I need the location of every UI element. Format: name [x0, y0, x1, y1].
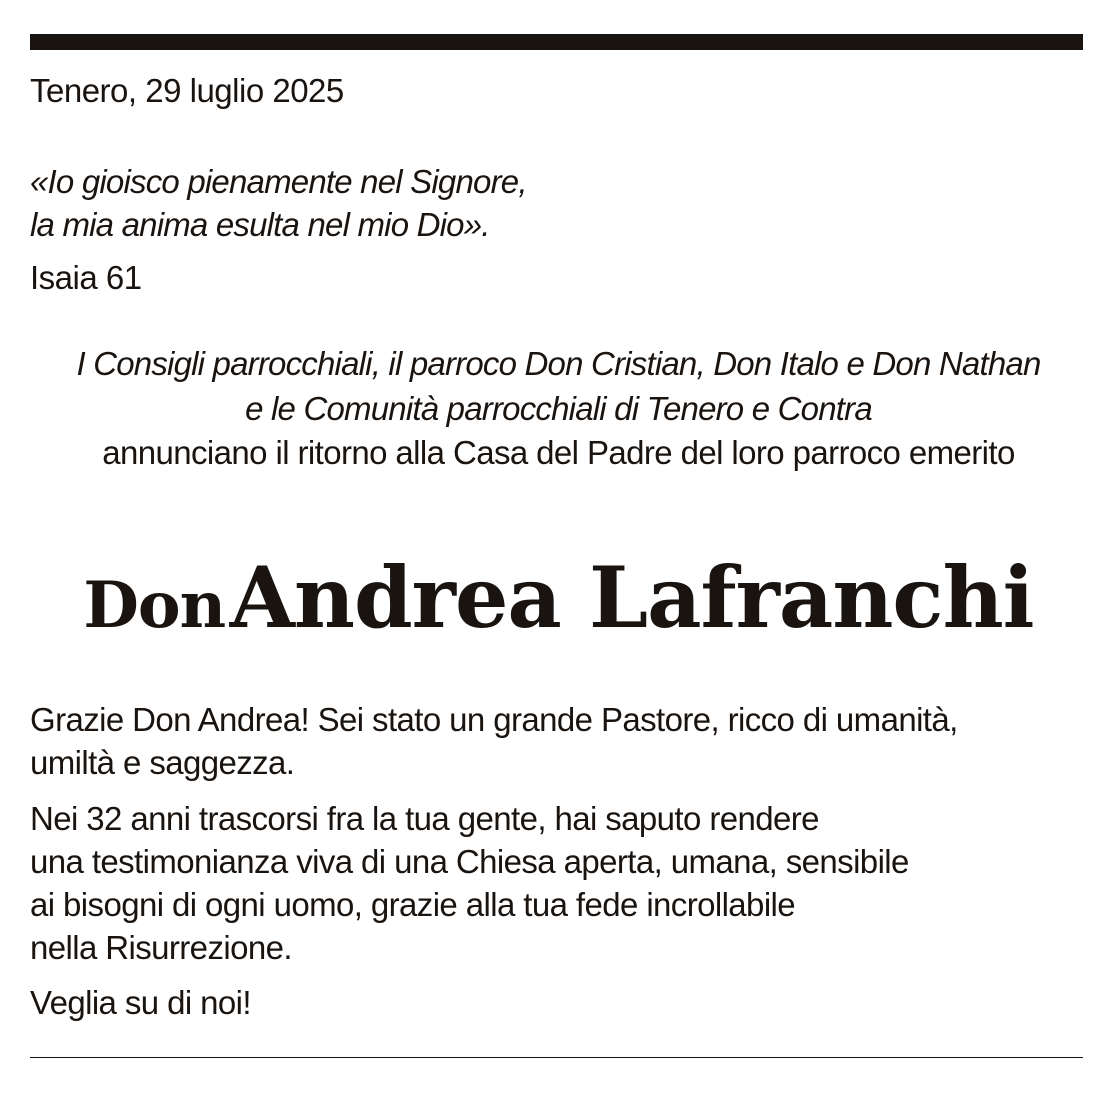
announcement-line-3: annunciano il ritorno alla Casa del Padre del loro parroco emerito: [102, 434, 1015, 471]
announcement-line-2: e le Comunità parrocchiali di Tenero e Contra: [245, 390, 872, 427]
tribute-line: ai bisogni di ogni uomo, grazie alla tua fede incrollabile: [30, 886, 796, 923]
tribute-line: nella Risurrezione.: [30, 929, 292, 966]
scripture-citation: Isaia 61: [30, 259, 142, 296]
tribute-paragraph-2: [30, 797, 909, 969]
deceased-name-heading: [0, 548, 1117, 672]
top-rule: [30, 34, 1083, 50]
scripture-quote: [30, 160, 527, 246]
tribute-paragraph-1: [30, 698, 958, 784]
deceased-name: Andrea Lafranchi: [229, 548, 1034, 647]
tribute-line: una testimonianza viva di una Chiesa aperta, umana, sensibile: [30, 843, 909, 880]
announcement-line-1: I Consigli parrocchiali, il parroco Don Cristian, Don Italo e Don Nathan: [76, 345, 1041, 382]
closing-line: Veglia su di noi!: [30, 984, 251, 1021]
tribute-line: umiltà e saggezza.: [30, 744, 295, 781]
quote-line-1: «Io gioisco pienamente nel Signore,: [30, 163, 527, 200]
date-line: Tenero, 29 luglio 2025: [30, 72, 344, 109]
tribute-line: Grazie Don Andrea! Sei stato un grande Pastore, ricco di umanità,: [30, 701, 958, 738]
tribute-line: Nei 32 anni trascorsi fra la tua gente, hai saputo rendere: [30, 800, 819, 837]
bottom-rule: [30, 1057, 1083, 1058]
quote-line-2: la mia anima esulta nel mio Dio».: [30, 206, 490, 243]
deceased-title: Don: [83, 568, 226, 643]
